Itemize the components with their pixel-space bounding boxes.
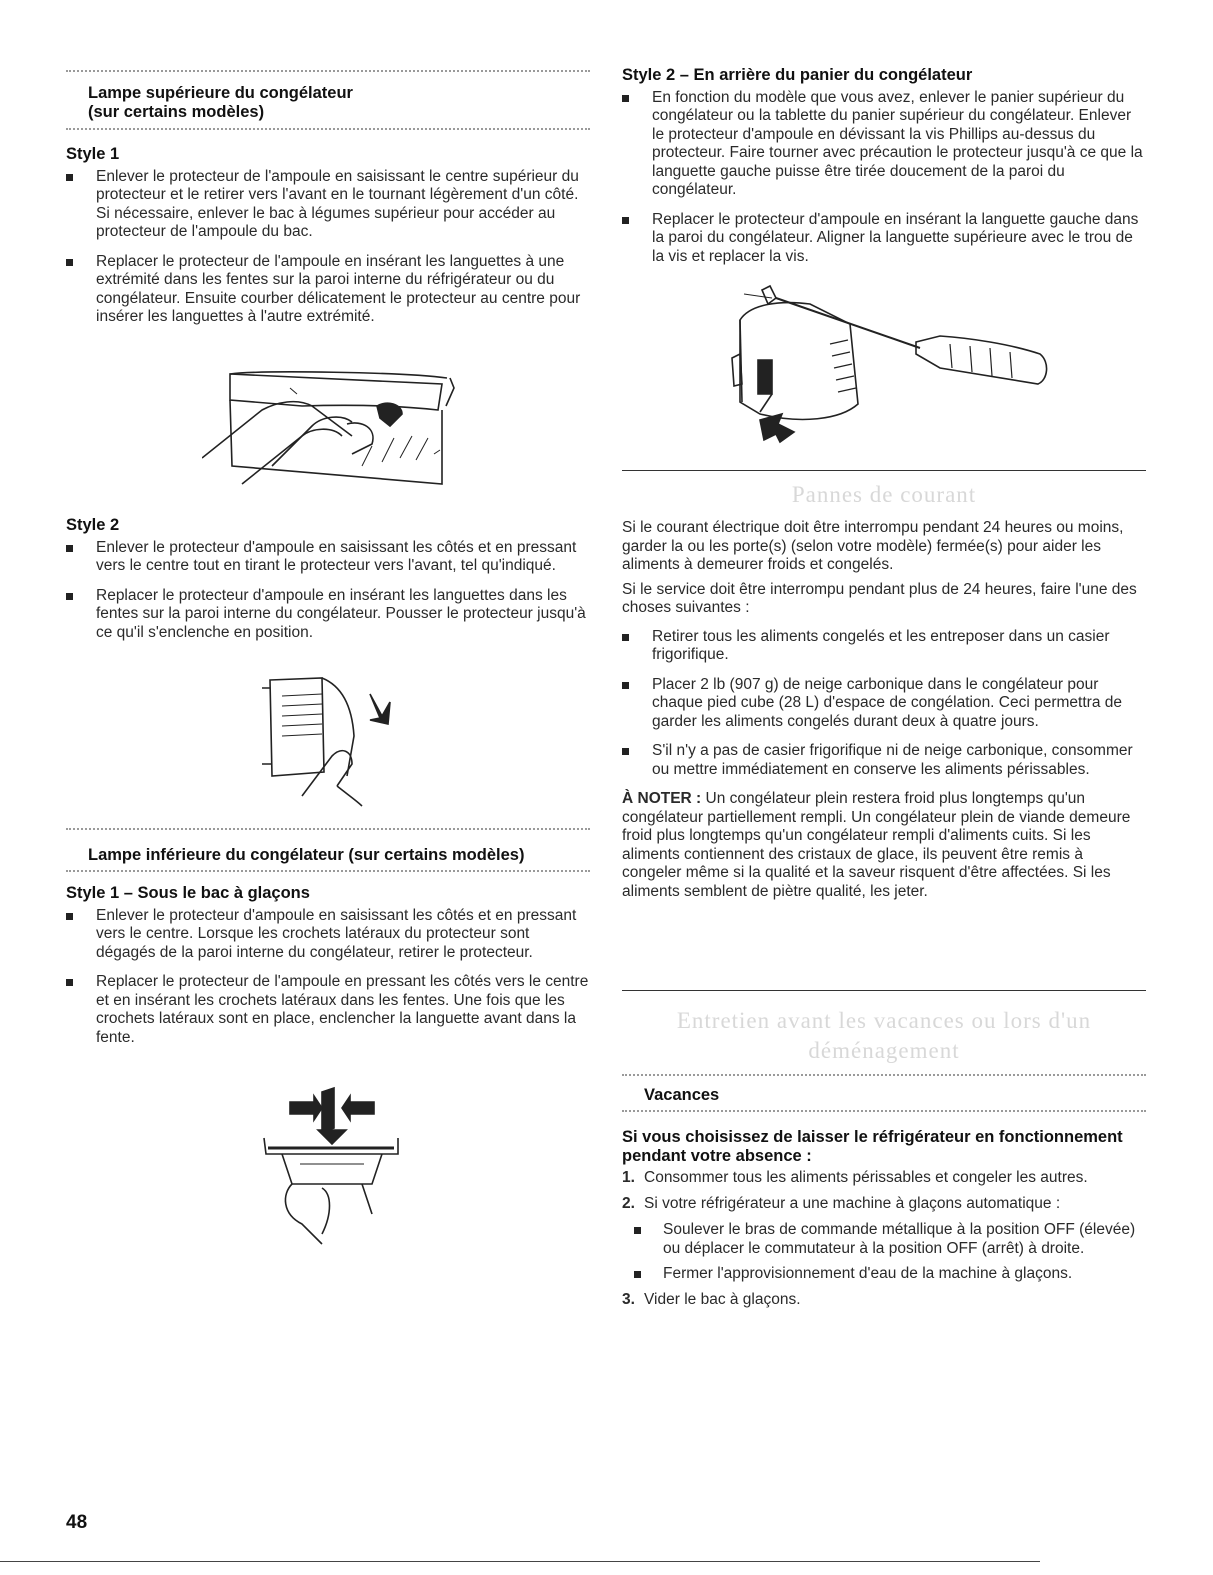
list-item: Enlever le protecteur de l'ampoule en saisissant le centre supérieur du protecteur et le retirer vers l'avant en le tournant légèrement d'un côté. Si nécessaire, enlever le bac à légumes supérieur pour accéder au protecteur de l'ampoule du bac. bbox=[66, 168, 590, 242]
page-number: 48 bbox=[66, 1512, 88, 1533]
section-divider bbox=[622, 1110, 1146, 1112]
list-item: Replacer le protecteur de l'ampoule en insérant les languettes à une extrémité dans les fentes sur la paroi interne du réfrigérateur ou du congélateur. Ensuite courber délicatement le protecteur au centre pour insérer les languettes à l'autre extrémité. bbox=[66, 253, 590, 327]
lower-style1-heading: Style 1 – Sous le bac à glaçons bbox=[66, 884, 310, 902]
power-failure-note bbox=[622, 790, 1146, 901]
section-divider bbox=[66, 128, 590, 130]
section-divider bbox=[66, 828, 590, 830]
list-item bbox=[622, 1291, 1146, 1310]
power-failure-section bbox=[622, 519, 1146, 907]
vacation-subtitle: Vacances bbox=[644, 1086, 720, 1104]
list-item: Enlever le protecteur d'ampoule en saisissant les côtés et en pressant vers le centre. Lorsque les crochets latéraux du protecteur sont dégagés de la paroi interne du congélateur, retirer le protecteur. bbox=[66, 907, 590, 963]
lamp-cover-style1-illustration bbox=[202, 366, 532, 496]
list-item: S'il n'y a pas de casier frigorifique ni de neige carbonique, consommer ou mettre immédiatement en conserve les aliments périssables. bbox=[622, 742, 1146, 779]
section-divider bbox=[622, 1074, 1146, 1076]
vacation-title-line1: Entretien avant les vacances ou lors d'un bbox=[676, 1008, 1092, 1033]
upper-lamp-title-line1: Lampe supérieure du congélateur bbox=[88, 84, 353, 102]
lower-style1-list bbox=[66, 907, 590, 1048]
step-text: Vider le bac à glaçons. bbox=[644, 1290, 801, 1308]
vacation-title bbox=[622, 1006, 1146, 1066]
upper-style2 bbox=[66, 516, 590, 653]
step-number: 1. bbox=[622, 1169, 635, 1186]
upper-style1 bbox=[66, 145, 590, 338]
step-number: 2. bbox=[622, 1194, 635, 1212]
upper-lamp-title bbox=[88, 84, 353, 122]
upper-style1-list bbox=[66, 168, 590, 327]
section-divider bbox=[66, 870, 590, 872]
list-item: Enlever le protecteur d'ampoule en saisissant les côtés et en pressant vers le centre tout en tirant le protecteur vers l'avant, tel qu'indiqué. bbox=[66, 539, 590, 576]
vacation-section bbox=[622, 1128, 1146, 1316]
power-failure-title: Pannes de courant bbox=[791, 482, 977, 507]
footer-rule bbox=[0, 1561, 1040, 1562]
list-item: Retirer tous les aliments congelés et les entreposer dans un casier frigorifique. bbox=[622, 628, 1146, 665]
rear-basket-list bbox=[622, 89, 1146, 267]
list-item bbox=[622, 1195, 1146, 1284]
upper-style2-heading: Style 2 bbox=[66, 516, 120, 534]
screwdriver-lamp-cover-illustration bbox=[720, 284, 1050, 454]
upper-style2-list bbox=[66, 539, 590, 643]
step-text: Consommer tous les aliments périssables et congeler les autres. bbox=[644, 1169, 1088, 1186]
step-text: Si votre réfrigérateur a une machine à glaçons automatique : bbox=[644, 1194, 1061, 1212]
upper-style1-heading: Style 1 bbox=[66, 145, 120, 163]
power-failure-list bbox=[622, 628, 1146, 780]
list-item: Fermer l'approvisionnement d'eau de la machine à glaçons. bbox=[622, 1265, 1146, 1284]
lower-lamp-title: Lampe inférieure du congélateur (sur certains modèles) bbox=[88, 846, 525, 864]
note-text: Un congélateur plein restera froid plus longtemps qu'un congélateur partiellement rempli. Un congélateur plein de viande demeure froid plus longtemps qu'un congélateur rempli d'aliments cuits. Si les aliments contiennent des cristaux de glace, ils peuvent être remis à congeler même si la qualité et la saveur risquent d'être affectées. Si les aliments semblent de piètre qualité, les jeter. bbox=[622, 790, 1131, 900]
section-rule bbox=[622, 990, 1146, 991]
rear-basket-section bbox=[622, 66, 1146, 277]
section-rule bbox=[622, 470, 1146, 471]
step-number: 3. bbox=[622, 1290, 635, 1308]
vacation-title-line2: déménagement bbox=[808, 1038, 960, 1063]
vacation-heading: Si vous choisissez de laisser le réfrigérateur en fonctionnement pendant votre absence : bbox=[622, 1128, 1123, 1165]
list-item bbox=[622, 1169, 1146, 1188]
list-item: Placer 2 lb (907 g) de neige carbonique dans le congélateur pour chaque pied cube (28 L) d'espace de congélation. Ceci permettra de garder les aliments congelés durant deux à quatre jours. bbox=[622, 676, 1146, 732]
list-item: Replacer le protecteur d'ampoule en insérant les languettes dans les fentes sur la paroi interne du congélateur. Pousser le protecteur jusqu'à ce qu'il s'enclenche en position. bbox=[66, 587, 590, 643]
list-item: Replacer le protecteur d'ampoule en insérant la languette gauche dans la paroi du congélateur. Aligner la languette supérieure avec le trou de la vis et replacer la vis. bbox=[622, 211, 1146, 267]
lower-style1 bbox=[66, 884, 590, 1058]
list-item: Soulever le bras de commande métallique à la position OFF (élevée) ou déplacer le commutateur à la position OFF (arrêt) à droite. bbox=[622, 1221, 1146, 1258]
upper-lamp-title-line2: (sur certains modèles) bbox=[88, 103, 265, 121]
list-item: Replacer le protecteur de l'ampoule en pressant les côtés vers le centre et en insérant les crochets latéraux dans les fentes. Une fois que les crochets latéraux sont en place, enclencher la languette avant dans la fente. bbox=[66, 973, 590, 1047]
power-failure-paragraph: Si le courant électrique doit être interrompu pendant 24 heures ou moins, garder la ou les porte(s) (selon votre modèle) fermée(s) pour aider les aliments à demeurer froids et congelés. bbox=[622, 519, 1124, 573]
list-item: En fonction du modèle que vous avez, enlever le panier supérieur du congélateur ou la tablette du panier supérieur du congélateur. Enlever le protecteur d'ampoule en dévissant la vis Phillips au-dessus du protecteur. Faire tourner avec précaution le protecteur jusqu'à ce que la languette gauche puisse être tirée doucement de la paroi du congélateur. bbox=[622, 89, 1146, 200]
lower-lamp-cover-illustration bbox=[262, 1084, 402, 1254]
note-label: À NOTER : bbox=[622, 790, 702, 807]
section-divider bbox=[66, 70, 590, 72]
vacation-steps bbox=[622, 1169, 1146, 1309]
sub-list bbox=[644, 1221, 1146, 1284]
power-failure-paragraph: Si le service doit être interrompu pendant plus de 24 heures, faire l'une des choses suivantes : bbox=[622, 580, 1137, 616]
rear-basket-heading: Style 2 – En arrière du panier du congélateur bbox=[622, 66, 973, 84]
lamp-cover-style2-illustration bbox=[262, 676, 412, 808]
